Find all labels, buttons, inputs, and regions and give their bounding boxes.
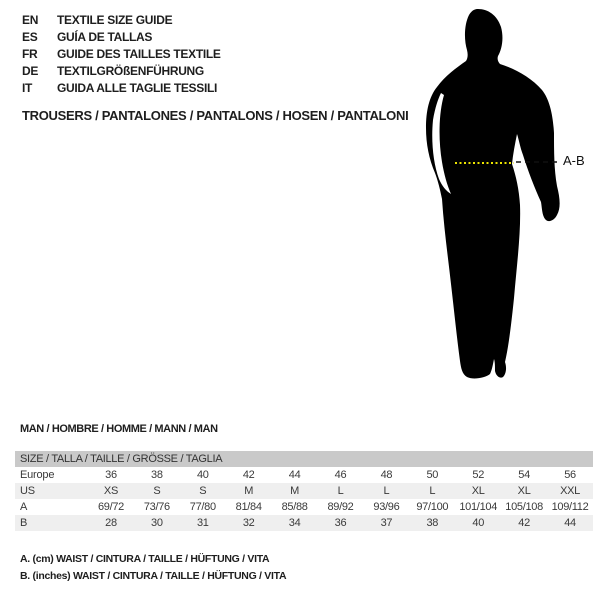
gender-heading: MAN / HOMBRE / HOMME / MANN / MAN — [20, 423, 218, 435]
row-label: US — [20, 485, 35, 497]
language-row-fr — [22, 45, 221, 62]
table-cell: 32 — [242, 517, 255, 529]
size-table — [15, 451, 593, 531]
table-cell: 40 — [472, 517, 485, 529]
language-row-it — [22, 79, 221, 96]
language-code: FR — [22, 46, 38, 61]
table-row-a-cm — [15, 499, 593, 515]
table-cell: L — [337, 485, 344, 497]
table-cell: 109/112 — [551, 501, 589, 513]
table-row-us — [15, 483, 593, 499]
table-cell: 38 — [426, 517, 439, 529]
table-cell: S — [199, 485, 207, 497]
language-code: ES — [22, 29, 38, 44]
table-cell: 54 — [518, 469, 530, 481]
table-cell: 69/72 — [97, 501, 124, 513]
language-code: EN — [22, 12, 39, 27]
size-table-header: SIZE / TALLA / TAILLE / GRÖSSE / TAGLIA — [15, 451, 593, 467]
table-cell: 101/104 — [459, 501, 498, 513]
table-cell: 42 — [518, 517, 530, 529]
table-cell: 48 — [380, 469, 393, 481]
table-cell: 93/96 — [373, 501, 400, 513]
table-cell: S — [153, 485, 161, 497]
table-row-europe — [15, 467, 593, 483]
table-cell: 89/92 — [327, 501, 354, 513]
table-cell: XL — [517, 485, 531, 497]
table-cell: 34 — [288, 517, 301, 529]
row-label: A — [20, 501, 28, 513]
silhouette-body — [426, 9, 560, 378]
measurement-label: A-B — [563, 153, 585, 168]
table-cell: M — [244, 485, 254, 497]
garment-heading: TROUSERS / PANTALONES / PANTALONS / HOSEN / PANTALONI — [22, 108, 409, 123]
table-cell: 50 — [426, 469, 439, 481]
man-silhouette-svg — [400, 0, 600, 420]
language-label: GUÍA DE TALLAS — [57, 29, 153, 44]
table-cell: L — [383, 485, 390, 497]
table-cell: M — [290, 485, 300, 497]
table-cell: 105/108 — [505, 501, 543, 513]
table-cell: XXL — [560, 485, 580, 497]
table-cell: 46 — [334, 469, 347, 481]
table-cell: 85/88 — [281, 501, 308, 513]
row-label: B — [20, 517, 28, 529]
language-label: TEXTILE SIZE GUIDE — [57, 12, 173, 27]
table-cell: XL — [471, 485, 485, 497]
table-cell: 97/100 — [416, 501, 449, 513]
table-cell: 42 — [242, 469, 255, 481]
table-cell: 81/84 — [235, 501, 262, 513]
note-b-inches: B. (inches) WAIST / CINTURA / TAILLE / HÜFTUNG / VITA — [20, 570, 287, 582]
language-label: TEXTILGRÖßENFÜHRUNG — [57, 63, 204, 78]
table-cell: 37 — [380, 517, 393, 529]
table-cell: 77/80 — [189, 501, 216, 513]
language-code: DE — [22, 63, 39, 78]
table-cell: 52 — [472, 469, 485, 481]
language-label: GUIDE DES TAILLES TEXTILE — [57, 46, 221, 61]
table-row-b-inches — [15, 515, 593, 531]
man-silhouette-figure — [400, 0, 600, 420]
table-cell: 73/76 — [143, 501, 170, 513]
language-list — [22, 11, 221, 96]
table-cell: 56 — [564, 469, 576, 481]
language-label: GUIDA ALLE TAGLIE TESSILI — [57, 80, 218, 95]
table-cell: 40 — [196, 469, 209, 481]
language-row-de — [22, 62, 221, 79]
table-cell: 44 — [288, 469, 301, 481]
row-label: Europe — [20, 469, 55, 481]
table-cell: 36 — [105, 469, 117, 481]
table-cell: L — [429, 485, 436, 497]
language-row-es — [22, 28, 221, 45]
note-a-cm: A. (cm) WAIST / CINTURA / TAILLE / HÜFTUNG / VITA — [20, 553, 270, 565]
table-cell: 44 — [564, 517, 576, 529]
language-row-en — [22, 11, 221, 28]
table-cell: 36 — [334, 517, 347, 529]
table-cell: 31 — [196, 517, 209, 529]
table-cell: 28 — [105, 517, 117, 529]
table-cell: 38 — [151, 469, 163, 481]
table-cell: XS — [103, 485, 118, 497]
measurement-notes — [20, 551, 286, 585]
table-cell: 30 — [151, 517, 163, 529]
language-code: IT — [22, 80, 33, 95]
